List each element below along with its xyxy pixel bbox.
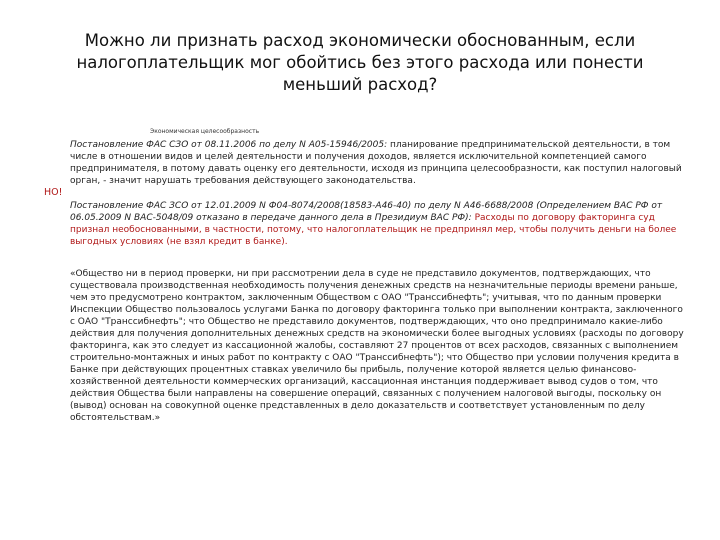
ruling-text-2: Расходы по договору факторинга суд признал необоснованными, в частности, потому, что налогоплательщик не предпринял мер, чтобы получить деньги на более выгодных условиях (не взял кредит в банке). bbox=[70, 213, 677, 247]
subheading: Экономическая целесообразность bbox=[150, 128, 260, 135]
slide-title: Можно ли признать расход экономически обоснованным, если налогоплательщик мог обойтись без этого расхода или понести меньший расход? bbox=[76, 31, 644, 94]
ruling-reference-2: Постановление ФАС ЗСО от 12.01.2009 N Ф04-8074/2008(18583-А46-40) по делу N А46-6688/2008 (Определением ВАС РФ от 06.05.2009 N ВАС-5048/09 отказано в передаче данного дела в Президиум ВАС РФ): bbox=[70, 201, 663, 223]
ruling-paragraph-1 bbox=[70, 139, 690, 187]
ruling-reference-1: Постановление ФАС СЗО от 08.11.2006 по делу N А05-15946/2005: bbox=[70, 140, 388, 150]
ruling-paragraph-2 bbox=[70, 200, 690, 248]
but-label: НО! bbox=[44, 187, 63, 198]
ruling-text-1: планирование предпринимательской деятельности, в том числе в отношении видов и целей деятельности и получения доходов, является исключительной компетенцией самого предпринимателя, в потому давать оценку его деятельности, исходя из принципа целесообразности, как поступил налоговый орган, - значит нарушать требования действующего законодательства. bbox=[70, 140, 682, 186]
court-quote: «Общество ни в период проверки, ни при рассмотрении дела в суде не представило документов, подтверждающих, что существовала производственная необходимость получения денежных средств на незначительные периоды времени раньше, чем это предусмотрено контрактом, заключенным Обществом с ОАО "Транссибнефть"; учитывая, что по данным проверки Инспекции Общество пользовалось услугами Банка по договору факторинга только при выполнении контракта, заключенного с ОАО "Транссибнефть"; что Общество не представило документов, подтверждающих, что оно предпринимало какие-либо действия для получения дополнительных денежных средств на экономически более выгодных условиях (расходы по договору факторинга, как это следует из кассационной жалобы, составляют 27 процентов от всех расходов, связанных с выполнением строительно-монтажных и иных работ по контракту с ОАО "Транссибнефть"); что Общество при условии получения кредита в Банке при действующих процентных ставках увеличило бы прибыль, получение которой является целью финансово-хозяйственной деятельности коммерческих организаций, кассационная инстанция поддерживает вывод судов о том, что действия Общества были направлены на совершение операций, связанных с получением налоговой выгоды, поскольку он (вывод) основан на совокупной оценке представленных в дело доказательств и соответствует установленным по делу обстоятельствам.» bbox=[70, 269, 684, 423]
